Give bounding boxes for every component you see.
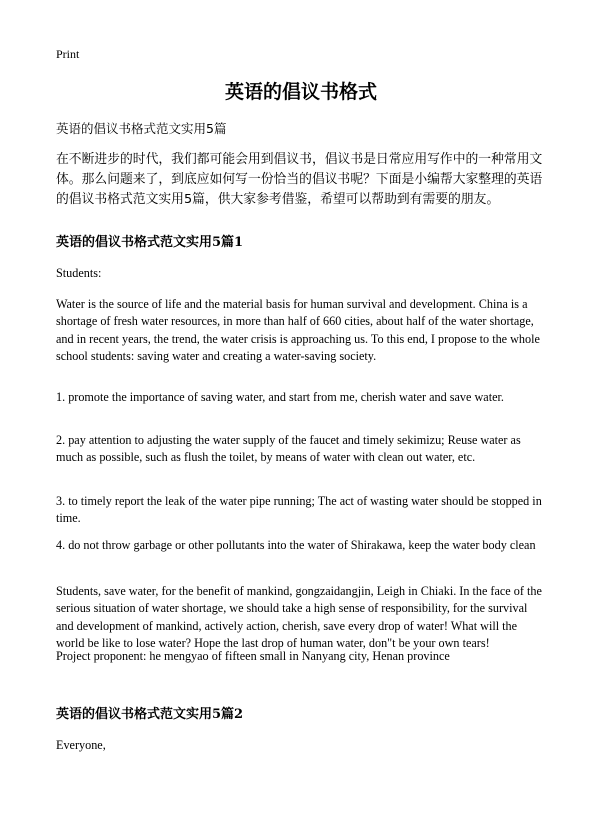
section-1-item-1: 1. promote the importance of saving water, and start from me, cherish water and save water. [56,390,504,404]
section-2-heading: 英语的倡议书格式范文实用5篇2 [56,707,244,722]
document-subtitle: 英语的倡议书格式范文实用5篇 [56,121,227,136]
section-1-salutation: Students: [56,266,102,280]
section-1-item-3: 3. to timely report the leak of the water pipe running; The act of wasting water should be stopped in time. [56,494,542,526]
section-1-heading: 英语的倡议书格式范文实用5篇1 [56,235,244,250]
intro-paragraph: 在不断进步的时代，我们都可能会用到倡议书，倡议书是日常应用写作中的一种常用文体。那么问题来了，到底应如何写一份恰当的倡议书呢？下面是小编帮大家整理的英语的倡议书格式范文实用5篇，供大家参考借鉴，希望可以帮助到有需要的朋友。 [56,152,543,207]
section-1-proponent: Project proponent: he mengyao of fifteen small in Nanyang city, Henan province [56,649,450,663]
section-1-item-2: 2. pay attention to adjusting the water supply of the faucet and timely sekimizu; Reuse water as much as possible, such as flush the toilet, by means of water with clean out water, etc. [56,433,521,465]
section-1-paragraph-intro: Water is the source of life and the material basis for human survival and development. China is a shortage of fresh water resources, in more than half of 660 cities, about half of the water shortage, and in recent years, the trend, the water crisis is approaching us. To this end, I propose to the whole school students: saving water and creating a water-saving society. [56,297,540,364]
print-label: Print [56,47,80,61]
section-2-salutation: Everyone, [56,738,106,752]
section-1-item-4: 4. do not throw garbage or other pollutants into the water of Shirakawa, keep the water body clean [56,538,536,552]
document-title: 英语的倡议书格式 [224,81,377,103]
section-1-closing-paragraph: Students, save water, for the benefit of mankind, gongzaidangjin, Leigh in Chiaki. In the face of the serious situation of water shortage, we should take a high sense of responsibility, for the survival and development of mankind, actively action, cherish, save every drop of water! What will the world be like to lose water? Hope the last drop of human water, don"t be your own tears! [56,584,542,651]
